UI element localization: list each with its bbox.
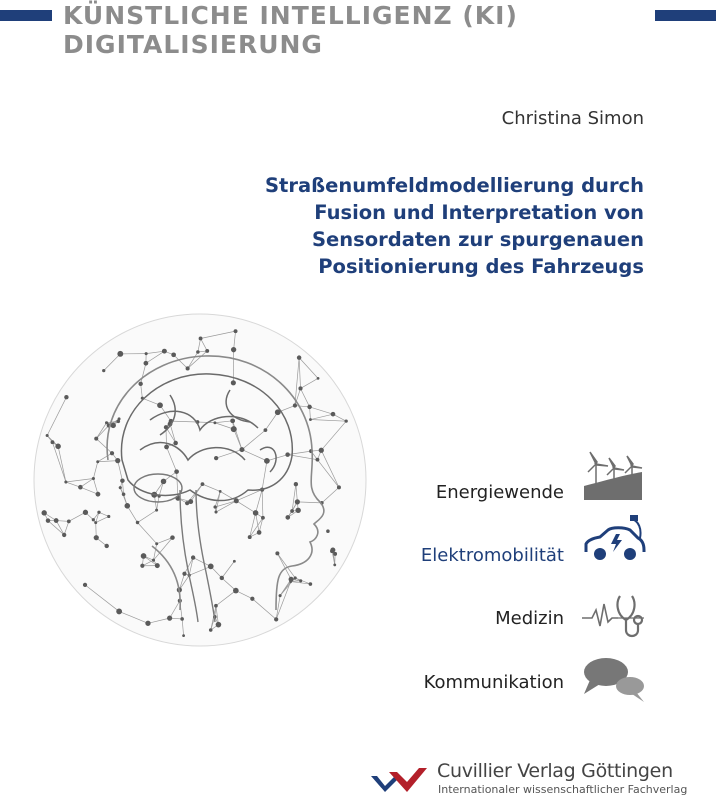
network-node — [234, 498, 239, 503]
network-node — [185, 501, 189, 505]
topic-label: Elektromobilität — [420, 545, 564, 566]
network-node — [173, 441, 177, 445]
network-node — [326, 529, 330, 533]
network-node — [78, 485, 83, 490]
network-node — [167, 616, 172, 621]
network-node — [117, 419, 121, 423]
network-node — [94, 535, 99, 540]
network-node — [155, 509, 158, 512]
network-node — [145, 621, 150, 626]
network-node — [201, 482, 205, 486]
network-node — [157, 402, 163, 408]
network-node — [337, 485, 341, 489]
network-node — [145, 352, 148, 355]
network-node — [234, 329, 238, 333]
network-node — [162, 349, 167, 354]
book-title-line: Fusion und Interpretation von — [314, 201, 644, 224]
network-node — [264, 428, 268, 432]
network-node — [64, 395, 68, 399]
network-node — [333, 552, 337, 556]
network-node — [174, 469, 179, 474]
network-node — [285, 515, 290, 520]
network-node — [297, 355, 301, 359]
network-node — [46, 518, 50, 522]
network-node — [295, 508, 300, 513]
network-node — [274, 617, 278, 621]
network-node — [110, 451, 114, 455]
network-node — [55, 444, 60, 449]
cuvillier-logo-icon — [367, 762, 431, 798]
network-node — [253, 510, 259, 516]
author-name: Christina Simon — [501, 108, 644, 129]
network-node — [264, 458, 270, 464]
network-node — [122, 492, 126, 496]
network-node — [213, 505, 216, 508]
network-node — [54, 518, 59, 523]
network-node — [92, 477, 95, 480]
network-node — [182, 572, 186, 576]
network-node — [105, 544, 109, 548]
network-node — [257, 530, 262, 535]
network-node — [92, 518, 95, 521]
network-node — [213, 421, 216, 424]
network-node — [307, 405, 312, 410]
network-node — [155, 542, 158, 545]
electric-car-icon — [580, 514, 646, 566]
network-node — [209, 628, 213, 632]
publisher-tagline: Internationaler wissenschaftlicher Fachverlag — [438, 783, 688, 796]
network-node — [298, 386, 302, 390]
network-node — [196, 350, 199, 353]
network-node — [180, 617, 184, 621]
network-node — [331, 412, 336, 417]
network-node — [164, 445, 169, 450]
network-node — [275, 551, 279, 555]
network-brain-globe-illustration — [30, 310, 370, 650]
network-node — [62, 533, 66, 537]
book-title-line: Positionierung des Fahrzeugs — [318, 255, 644, 278]
network-node — [83, 510, 88, 515]
series-title-line1: KÜNSTLICHE INTELLIGENZ (KI) — [63, 1, 518, 30]
network-node — [161, 479, 167, 485]
network-node — [171, 352, 176, 357]
publisher-name: Cuvillier Verlag Göttingen — [437, 760, 673, 782]
network-node — [51, 440, 55, 444]
network-node — [279, 594, 282, 597]
network-node — [191, 555, 195, 559]
network-node — [230, 418, 235, 423]
network-node — [219, 490, 222, 493]
series-title-line2: DIGITALISIERUNG — [63, 30, 323, 59]
topic-label: Kommunikation — [423, 672, 564, 693]
series-bar-right — [655, 10, 716, 21]
network-node — [97, 511, 100, 514]
network-node — [96, 460, 99, 463]
book-title-line: Sensordaten zur spurgenauen — [311, 228, 644, 251]
network-node — [214, 510, 217, 513]
network-node — [231, 347, 236, 352]
network-node — [309, 418, 312, 421]
network-node — [294, 482, 298, 486]
network-node — [136, 521, 139, 524]
network-node — [261, 516, 265, 520]
stethoscope-icon — [580, 590, 646, 642]
network-node — [182, 634, 185, 637]
network-node — [144, 361, 149, 366]
speech-bubbles-icon — [580, 652, 646, 704]
network-node — [220, 576, 224, 580]
network-node — [116, 609, 122, 615]
network-node — [248, 535, 252, 539]
network-node — [231, 380, 236, 385]
series-bar-left — [0, 10, 52, 21]
network-node — [299, 579, 302, 582]
network-node — [295, 499, 300, 504]
network-node — [105, 421, 108, 424]
network-node — [140, 564, 144, 568]
network-node — [199, 337, 203, 341]
network-node — [170, 535, 175, 540]
network-node — [94, 521, 97, 524]
network-node — [96, 492, 101, 497]
network-node — [293, 403, 297, 407]
network-node — [333, 563, 336, 566]
network-node — [216, 622, 222, 628]
network-node — [141, 553, 147, 559]
network-node — [102, 369, 105, 372]
network-node — [309, 582, 313, 586]
network-node — [46, 434, 49, 437]
wind-turbines-icon — [580, 450, 646, 502]
network-node — [94, 437, 98, 441]
network-node — [205, 349, 209, 353]
network-node — [289, 577, 294, 582]
network-node — [231, 426, 237, 432]
network-node — [119, 486, 122, 489]
network-node — [186, 366, 190, 370]
network-node — [214, 604, 218, 608]
network-node — [233, 560, 236, 563]
network-node — [117, 351, 123, 357]
network-node — [319, 448, 324, 453]
network-node — [115, 458, 120, 463]
network-node — [120, 478, 124, 482]
network-node — [290, 509, 294, 513]
network-node — [316, 458, 320, 462]
network-node — [138, 382, 142, 386]
network-node — [345, 420, 348, 423]
network-node — [125, 503, 131, 509]
network-node — [214, 456, 218, 460]
topic-label: Medizin — [495, 608, 564, 629]
network-node — [83, 583, 87, 587]
book-title — [124, 172, 644, 280]
network-node — [317, 377, 320, 380]
network-node — [294, 576, 297, 579]
network-node — [41, 510, 46, 515]
topic-label: Energiewende — [435, 482, 564, 503]
network-node — [285, 452, 290, 457]
network-node — [239, 447, 244, 452]
network-node — [330, 548, 335, 553]
network-node — [250, 597, 254, 601]
book-title-line: Straßenumfeldmodellierung durch — [264, 174, 644, 197]
network-node — [152, 559, 155, 562]
network-node — [155, 563, 160, 568]
network-node — [64, 480, 67, 483]
network-node — [208, 564, 214, 570]
network-node — [233, 588, 239, 594]
network-node — [67, 519, 71, 523]
network-node — [107, 515, 110, 518]
